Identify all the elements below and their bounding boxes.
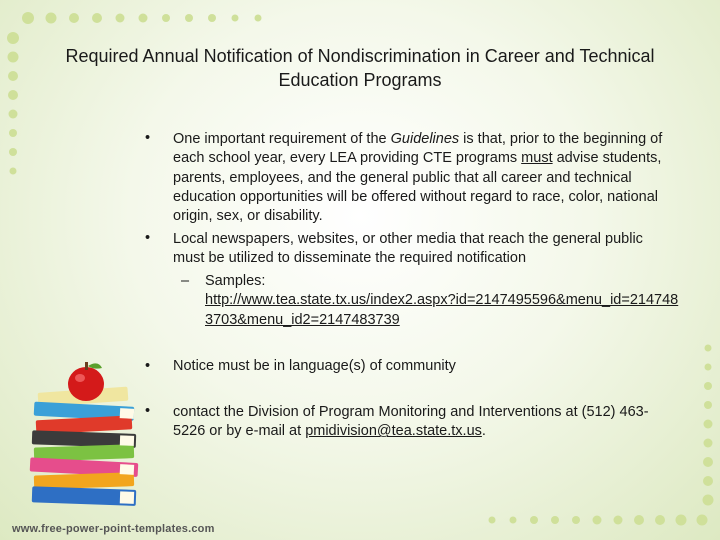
decorative-dot: [530, 516, 538, 524]
books-apple-illustration: [20, 360, 160, 520]
decorative-dot: [232, 15, 239, 22]
bullet-1-part-b: is that, prior to the beginning of each school year, every LEA providing CTE programs: [173, 131, 663, 167]
bullet-1-part-c: advise students, parents, employees, and the general public that all career and technical education opportunities will be offered without regard to race, color, national origin, sex, or disability.: [173, 150, 662, 225]
decorative-dot: [8, 71, 18, 81]
decorative-dot: [614, 516, 623, 525]
decorative-dot: [8, 52, 19, 63]
bullet-marker-1: •: [145, 130, 151, 146]
sub-bullet-text: [205, 272, 680, 330]
bullet-4-part-a: contact the Division of Program Monitoring and Interventions at (512) 463-5226 or by e-mail at: [173, 404, 649, 440]
decorative-dot: [116, 14, 125, 23]
decorative-dot: [92, 13, 102, 23]
decorative-dot: [255, 15, 262, 22]
decorative-dot: [9, 129, 17, 137]
decorative-dot: [703, 495, 714, 506]
bullet-1-underline: must: [521, 150, 553, 167]
decorative-dot: [634, 515, 644, 525]
decorative-dot: [704, 439, 713, 448]
decorative-dot: [9, 110, 18, 119]
bullet-text-1: [173, 130, 678, 226]
decorative-dot: [704, 382, 712, 390]
decorative-dot: [46, 13, 57, 24]
bullet-1-part-a: One important requirement of the: [173, 131, 391, 147]
bullet-marker-2: •: [145, 230, 151, 246]
samples-label: Samples:: [205, 273, 266, 289]
decorative-dot: [676, 515, 687, 526]
sub-bullet-marker: –: [181, 273, 190, 289]
bullet-4-part-b: .: [481, 423, 486, 440]
decorative-dot: [162, 14, 170, 22]
decorative-dot: [489, 517, 496, 524]
footer-website: www.free-power-point-templates.com: [12, 523, 215, 535]
bullet-text-2: Local newspapers, websites, or other media that reach the general public must be utilized to disseminate the required notification: [173, 231, 643, 267]
decorative-dot: [697, 515, 708, 526]
decorative-dot: [704, 401, 712, 409]
decorative-dot: [510, 517, 517, 524]
decorative-dot: [703, 457, 713, 467]
decorative-dot: [185, 14, 193, 22]
decorative-dot: [8, 90, 18, 100]
decorative-dot: [705, 364, 712, 371]
decorative-dot: [705, 345, 712, 352]
decorative-dot: [69, 13, 79, 23]
decorative-dot: [7, 32, 19, 44]
decorative-dot: [10, 168, 17, 175]
decorative-dot: [139, 14, 148, 23]
decorative-dot: [703, 476, 713, 486]
decorative-dot: [704, 420, 713, 429]
samples-link[interactable]: http://www.tea.state.tx.us/index2.aspx?id=2147495596&menu_id=2147483703&menu_id2=2147483739: [205, 292, 679, 328]
decorative-dot: [208, 14, 216, 22]
decorative-dot: [551, 516, 559, 524]
bullet-text-3: Notice must be in language(s) of community: [173, 358, 456, 374]
decorative-dot: [22, 12, 34, 24]
bullet-marker-3: •: [145, 358, 151, 374]
email-link[interactable]: pmidivision@tea.state.tx.us: [305, 423, 482, 440]
apple-icon: [68, 362, 104, 401]
decorative-dot: [572, 516, 580, 524]
decorative-dot: [593, 516, 602, 525]
decorative-dot: [9, 148, 17, 156]
slide-title: Required Annual Notification of Nondiscrimination in Career and Technical Education Programs: [65, 46, 655, 90]
bullet-1-italic: Guidelines: [390, 131, 460, 147]
bullet-text-4: [173, 403, 678, 442]
decorative-dot: [655, 515, 665, 525]
bullet-marker-4: •: [145, 403, 151, 419]
